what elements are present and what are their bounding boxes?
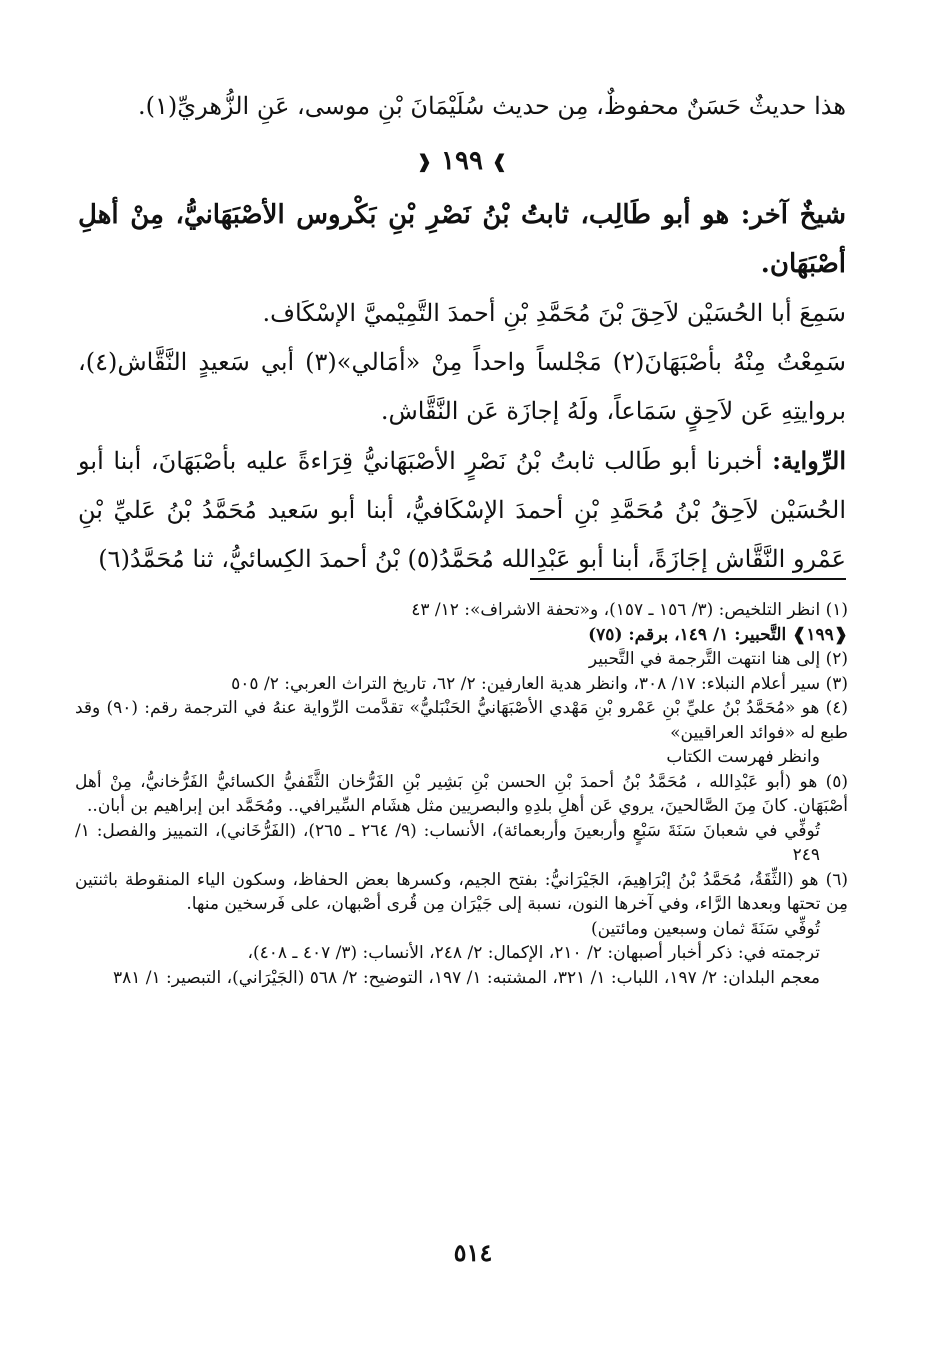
hearing-paragraph: سَمِعْتُ مِنْهُ بأصْبَهَانَ(٢) مَجْلساً واحداً مِنْ «أمَالي»(٣) أبي سَعيدٍ النَّقَّاش(٤)، بروايتِهِ عَن لاَحِقٍ سَمَاعاً، ولَهُ إجازَة عَن النَّقَّاش.	[78, 347, 847, 425]
footnote-continuation: ترجمته في: ذكر أخبار أصبهان: ٢/ ٢١٠، الإكمال: ٢/ ٢٤٨، الأنساب: (٣/ ٤٠٧ ـ ٤٠٨)،	[247, 943, 820, 963]
sami-line: سَمِعَ أبا الحُسَيْن لاَحِقَ بْنَ مُحَمَّدِ بْنِ أحمدَ التَّمِيْميَّ الإسْكَاف.	[262, 298, 846, 327]
intro-line: هذا حديثٌ حَسَنٌ محفوظٌ، مِن حديث سُلَيْمَانَ بْنِ موسى، عَنِ الزُّهريِّ(١).	[138, 92, 846, 120]
footnote-continuation: تُوفِّي سَنَةَ ثمان وسبعين ومائتين)	[590, 918, 820, 939]
riwaya-heading: الرِّواية:	[772, 445, 846, 475]
footnote-continuation: تُوفِّي في شعبانَ سَنَةَ سَبْعٍ وأربعينَ وأربعمائة)، الأنساب: (٩/ ٢٦٤ ـ ٢٦٥)، (الفَرُّخَاني)، التمييز والفصل: ١/ ٢٤٩	[75, 820, 821, 865]
footnote-separator	[530, 578, 846, 580]
footnote: (٦) هو (الثِّقَةُ، مُحَمَّدُ بْنُ إبْرَاهِيمَ، الجَيْرَانيُّ: بفتح الجيم، وكسرها بعض الحفاظ، وسكون الياء المنقوطة باثنتين مِن تحتها وبعدها الرَّاء، وفي آخرها النون، نسبة إلى جَيْرَان مِن قُرى أصْبهان، على فَرسخين منها.	[75, 869, 848, 914]
hadith-number: ١٩٩	[441, 146, 483, 176]
footnote: (١) انظر التلخيص: (٣/ ١٥٦ ـ ١٥٧)، و«تحفة الاشراف»: ١٢/ ٤٣	[411, 600, 848, 620]
sheikh-heading: شيخٌ آخر: هو أبو طَالِب، ثابتُ بْنُ نَصْرِ بْنِ بَكْروس الأصْبَهَانيُّ، مِنْ أهلِ أصْبَهَان.	[78, 199, 846, 279]
footnote-continuation: وانظر فهرست الكتاب	[666, 747, 820, 767]
main-text	[78, 82, 846, 584]
footnote: (٢) إلى هنا انتهت التَّرجمة في التَّحبير	[588, 649, 848, 669]
riwaya-paragraph	[78, 436, 846, 584]
hadith-number-heading	[78, 137, 846, 187]
footnote: (٣) سير أعلام النبلاء: ١٧/ ٣٠٨، وانظر هدية العارفين: ٢/ ٦٢، تاريخ التراث العربي: ٢/ ٥٠٥	[231, 673, 848, 694]
footnote: (٥) هو (أبو عَبْدِالله ، مُحَمَّدُ بْنُ أحمدَ بْنِ الحسن بْنِ بَشِير بْنِ الفَرُّخان الثَّقَفيُّ الكسائيُّ الفَرُّخانيُّ، مِنْ أهل أصْبَهَان. كانَ مِنَ الصَّالحينَ، يروي عَن أهلِ بلدِهِ والبصريين مثل هشَام السِّيرافي.. ومُحَمَّد ابن إبراهيم بن أبان..	[75, 771, 848, 816]
footnote: (٤) هو «مُحَمَّدُ بْنُ عليِّ بْنِ عَمْرو بْنِ مَهْدي الأصْبَهَانيُّ الحَنْبَليُّ» تقدَّمت الرِّواية عنهُ في الترجمة رقم: (٩٠) وقد طبع له «فوائد العراقيين»	[75, 698, 848, 743]
footnotes	[75, 598, 848, 990]
footnote-continuation: معجم البلدان: ٢/ ١٩٧، اللباب: ١/ ٣٢١، المشتبه: ١/ ١٩٧، التوضيح: ٢/ ٥٦٨ (الجَيْرَاني)، التبصير: ١/ ٣٨١	[112, 967, 820, 988]
riwaya-text: أخبرنا أبو طَالب ثابتُ بْنُ نَصْرٍ الأصْبَهَانيُّ قِرَاءةً عليه بأصْبَهَانَ، أبنا أبو الحُسَيْن لاَحِقُ بْنُ مُحَمَّدِ بْنِ أحمدَ الإسْكَافيُّ، أبنا أبو سَعيد مُحَمَّدُ بْنُ عَليِّ بْنِ عَمْرو النَّقَّاش إجَازَةً، أبنا أبو عَبْدِالله مُحَمَّدُ(٥) بْنُ أحمدَ الكِسائيُّ، ثنا مُحَمَّدُ(٦)	[78, 446, 846, 573]
footnote-hadith-ref: ❰١٩٩❱ التَّحبير: ١/ ١٤٩، برقم: (٧٥)	[588, 624, 848, 645]
ornament-bracket-left: ❰	[416, 151, 432, 173]
ornament-bracket-right: ❱	[492, 151, 508, 173]
page-number: ٥١٤	[453, 1238, 493, 1267]
